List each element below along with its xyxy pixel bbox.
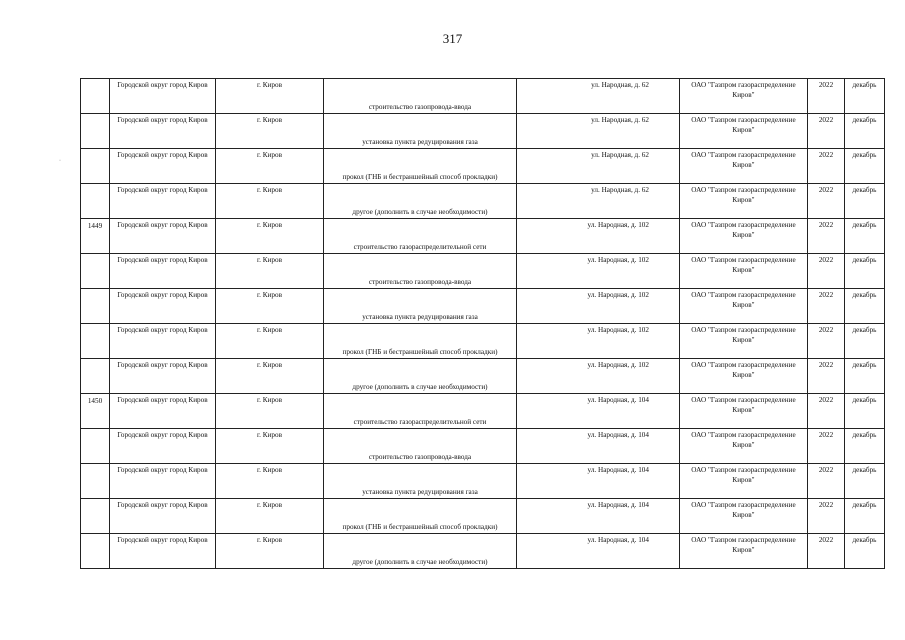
address-cell: ул. Народная, д. 104 <box>517 464 680 499</box>
work-type-cell <box>324 219 517 254</box>
row-number-cell <box>81 149 110 184</box>
work-type-text: другое (дополнить в случае необходимости) <box>352 558 488 566</box>
table-row <box>81 149 885 184</box>
month-cell: декабрь <box>845 429 885 464</box>
scan-speck: · <box>59 158 61 164</box>
work-type-cell <box>324 534 517 569</box>
month-cell: декабрь <box>845 184 885 219</box>
work-type-text: строительство газопровода-ввода <box>368 103 472 111</box>
work-type-cell <box>324 289 517 324</box>
settlement-cell: г. Киров <box>216 359 324 394</box>
settlement-cell: г. Киров <box>216 289 324 324</box>
work-type-cell <box>324 184 517 219</box>
row-number-cell <box>81 429 110 464</box>
month-cell: декабрь <box>845 359 885 394</box>
settlement-cell: г. Киров <box>216 324 324 359</box>
settlement-cell: г. Киров <box>216 184 324 219</box>
settlement-cell: г. Киров <box>216 149 324 184</box>
year-cell: 2022 <box>808 464 845 499</box>
work-type-text: другое (дополнить в случае необходимости) <box>352 208 488 216</box>
year-cell: 2022 <box>808 219 845 254</box>
year-cell: 2022 <box>808 499 845 534</box>
work-type-text: другое (дополнить в случае необходимости) <box>352 383 488 391</box>
address-cell: ул. Народная, д. 62 <box>517 184 680 219</box>
address-cell: ул. Народная, д. 104 <box>517 394 680 429</box>
work-type-cell <box>324 394 517 429</box>
municipality-cell: Городской округ город Киров <box>110 394 216 429</box>
row-number-cell: 1450 <box>81 394 110 429</box>
municipality-cell: Городской округ город Киров <box>110 79 216 114</box>
settlement-cell: г. Киров <box>216 429 324 464</box>
municipality-cell: Городской округ город Киров <box>110 184 216 219</box>
year-cell: 2022 <box>808 429 845 464</box>
settlement-cell: г. Киров <box>216 219 324 254</box>
table-row <box>81 534 885 569</box>
month-cell: декабрь <box>845 464 885 499</box>
table-row <box>81 324 885 359</box>
work-type-text: прокол (ГНБ и бестраншейный способ прокладки) <box>342 348 498 356</box>
organization-cell: ОАО "Газпром газораспределение Киров" <box>680 79 808 114</box>
settlement-cell: г. Киров <box>216 464 324 499</box>
municipality-cell: Городской округ город Киров <box>110 149 216 184</box>
work-type-cell <box>324 324 517 359</box>
year-cell: 2022 <box>808 79 845 114</box>
address-cell: ул. Народная, д. 104 <box>517 429 680 464</box>
settlement-cell: г. Киров <box>216 499 324 534</box>
year-cell: 2022 <box>808 324 845 359</box>
work-type-text: прокол (ГНБ и бестраншейный способ прокладки) <box>342 523 498 531</box>
organization-cell: ОАО "Газпром газораспределение Киров" <box>680 324 808 359</box>
address-cell: ул. Народная, д. 62 <box>517 149 680 184</box>
month-cell: декабрь <box>845 394 885 429</box>
year-cell: 2022 <box>808 289 845 324</box>
settlement-cell: г. Киров <box>216 394 324 429</box>
row-number-cell <box>81 499 110 534</box>
table-row <box>81 429 885 464</box>
work-type-cell <box>324 359 517 394</box>
address-cell: ул. Народная, д. 62 <box>517 114 680 149</box>
municipality-cell: Городской округ город Киров <box>110 114 216 149</box>
table-row <box>81 359 885 394</box>
table-row <box>81 289 885 324</box>
work-type-text: установка пункта редуцирования газа <box>362 488 478 496</box>
year-cell: 2022 <box>808 534 845 569</box>
work-type-text: установка пункта редуцирования газа <box>362 313 478 321</box>
work-type-text: строительство газораспределительной сети <box>353 418 487 426</box>
month-cell: декабрь <box>845 534 885 569</box>
organization-cell: ОАО "Газпром газораспределение Киров" <box>680 359 808 394</box>
work-type-cell <box>324 254 517 289</box>
row-number-cell <box>81 359 110 394</box>
year-cell: 2022 <box>808 359 845 394</box>
work-type-text: строительство газопровода-ввода <box>368 278 472 286</box>
table-row <box>81 79 885 114</box>
row-number-cell <box>81 289 110 324</box>
year-cell: 2022 <box>808 184 845 219</box>
gasification-schedule-table <box>80 78 885 569</box>
work-type-cell <box>324 79 517 114</box>
month-cell: декабрь <box>845 219 885 254</box>
row-number-cell <box>81 254 110 289</box>
organization-cell: ОАО "Газпром газораспределение Киров" <box>680 534 808 569</box>
municipality-cell: Городской округ город Киров <box>110 464 216 499</box>
municipality-cell: Городской округ город Киров <box>110 429 216 464</box>
address-cell: ул. Народная, д. 102 <box>517 289 680 324</box>
municipality-cell: Городской округ город Киров <box>110 534 216 569</box>
work-type-text: строительство газораспределительной сети <box>353 243 487 251</box>
month-cell: декабрь <box>845 149 885 184</box>
row-number-cell: 1449 <box>81 219 110 254</box>
year-cell: 2022 <box>808 254 845 289</box>
organization-cell: ОАО "Газпром газораспределение Киров" <box>680 464 808 499</box>
month-cell: декабрь <box>845 114 885 149</box>
row-number-cell <box>81 114 110 149</box>
month-cell: декабрь <box>845 499 885 534</box>
table-row <box>81 254 885 289</box>
address-cell: ул. Народная, д. 102 <box>517 324 680 359</box>
work-type-text: строительство газопровода-ввода <box>368 453 472 461</box>
month-cell: декабрь <box>845 289 885 324</box>
table-row <box>81 184 885 219</box>
row-number-cell <box>81 324 110 359</box>
row-number-cell <box>81 79 110 114</box>
organization-cell: ОАО "Газпром газораспределение Киров" <box>680 289 808 324</box>
settlement-cell: г. Киров <box>216 114 324 149</box>
settlement-cell: г. Киров <box>216 254 324 289</box>
municipality-cell: Городской округ город Киров <box>110 219 216 254</box>
work-type-cell <box>324 114 517 149</box>
month-cell: декабрь <box>845 254 885 289</box>
municipality-cell: Городской округ город Киров <box>110 499 216 534</box>
municipality-cell: Городской округ город Киров <box>110 324 216 359</box>
work-type-cell <box>324 429 517 464</box>
organization-cell: ОАО "Газпром газораспределение Киров" <box>680 394 808 429</box>
organization-cell: ОАО "Газпром газораспределение Киров" <box>680 149 808 184</box>
address-cell: ул. Народная, д. 104 <box>517 534 680 569</box>
table-row <box>81 114 885 149</box>
table-row <box>81 219 885 254</box>
month-cell: декабрь <box>845 79 885 114</box>
year-cell: 2022 <box>808 149 845 184</box>
table-row <box>81 394 885 429</box>
address-cell: ул. Народная, д. 102 <box>517 254 680 289</box>
address-cell: ул. Народная, д. 102 <box>517 359 680 394</box>
organization-cell: ОАО "Газпром газораспределение Киров" <box>680 254 808 289</box>
work-type-cell <box>324 499 517 534</box>
table-row <box>81 464 885 499</box>
work-type-cell <box>324 149 517 184</box>
municipality-cell: Городской округ город Киров <box>110 359 216 394</box>
month-cell: декабрь <box>845 324 885 359</box>
page-number: 317 <box>442 31 463 46</box>
year-cell: 2022 <box>808 114 845 149</box>
table-row <box>81 499 885 534</box>
municipality-cell: Городской округ город Киров <box>110 254 216 289</box>
organization-cell: ОАО "Газпром газораспределение Киров" <box>680 429 808 464</box>
organization-cell: ОАО "Газпром газораспределение Киров" <box>680 499 808 534</box>
settlement-cell: г. Киров <box>216 79 324 114</box>
row-number-cell <box>81 184 110 219</box>
municipality-cell: Городской округ город Киров <box>110 289 216 324</box>
work-type-text: установка пункта редуцирования газа <box>362 138 478 146</box>
organization-cell: ОАО "Газпром газораспределение Киров" <box>680 184 808 219</box>
work-type-cell <box>324 464 517 499</box>
address-cell: ул. Народная, д. 102 <box>517 219 680 254</box>
work-type-text: прокол (ГНБ и бестраншейный способ прокладки) <box>342 173 498 181</box>
settlement-cell: г. Киров <box>216 534 324 569</box>
address-cell: ул. Народная, д. 104 <box>517 499 680 534</box>
table-body <box>81 79 885 569</box>
organization-cell: ОАО "Газпром газораспределение Киров" <box>680 219 808 254</box>
row-number-cell <box>81 534 110 569</box>
organization-cell: ОАО "Газпром газораспределение Киров" <box>680 114 808 149</box>
row-number-cell <box>81 464 110 499</box>
address-cell: ул. Народная, д. 62 <box>517 79 680 114</box>
year-cell: 2022 <box>808 394 845 429</box>
